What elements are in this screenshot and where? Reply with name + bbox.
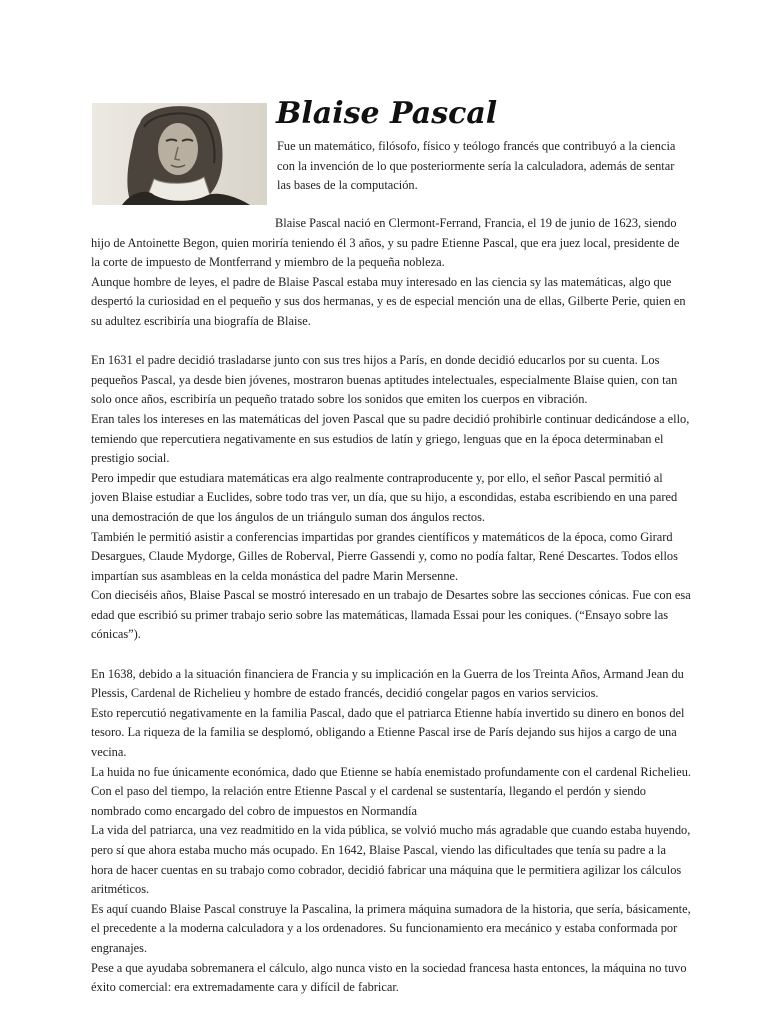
- body-paragraph: La huida no fue únicamente económica, dado que Etienne se había enemistado profundamente con el cardenal Richelieu.: [91, 764, 692, 779]
- paragraph-gap: [91, 332, 691, 352]
- body-paragraph: [91, 214, 691, 273]
- body-text: Blaise Pascal nació en Clermont-Ferrand, Francia, el 19 de junio de 1623, siendo hijo de Antoinette Begon, quien moriría teniendo él 3 años, y su padre Etienne Pascal, que era juez local, presidente de la corte de impuesto de Montferrand y miembro de la pequeña nobleza.: [91, 216, 680, 270]
- body-paragraph: Con el paso del tiempo, la relación entre Etienne Pascal y el cardenal se sustentaría, llegando el perdón y siendo nombrado como encargado del cobro de impuestos en Normandía: [91, 784, 646, 818]
- body-paragraph: En 1638, debido a la situación financiera de Francia y su implicación en la Guerra de los Treinta Años, Armand Jean du Plessis, Cardenal de Richelieu y hombre de estado francés, decidió congelar pagos en varios servicios.: [91, 666, 684, 701]
- body-paragraph: Pero impedir que estudiara matemáticas era algo realmente contraproducente y, por ello, el señor Pascal permitió al joven Blaise estudiar a Euclides, sobre todo tras ver, un día, que su hijo, a escondidas, estaba escribiendo en una pared una demostración de que los ángulos de un triángulo suman dos ángulos rectos.: [91, 470, 678, 524]
- body-paragraph: Es aquí cuando Blaise Pascal construye la Pascalina, la primera máquina sumadora de la historia, que sería, básicamente, el precedente a la moderna calculadora y a los ordenadores. Su funcionamiento era mecánico y estaba conformada por engranajes.: [91, 901, 691, 955]
- body-paragraph: En 1631 el padre decidió trasladarse junto con sus tres hijos a París, en donde decidió educarlos por su cuenta. Los pequeños Pascal, ya desde bien jóvenes, mostraron buenas aptitudes intelectuales, especialmente Blaise quien, con tan solo once años, escribiría un pequeño tratado sobre los sonidos que emiten los cuerpos en vibración.: [91, 353, 678, 407]
- body-paragraph: Esto repercutió negativamente en la familia Pascal, dado que el patriarca Etienne había invertido su dinero en bonos del tesoro. La riqueza de la familia se desplomó, obligando a Etienne Pascal irse de París dejando sus hijos a cargo de una vecina.: [91, 705, 685, 760]
- body-paragraph: Aunque hombre de leyes, el padre de Blaise Pascal estaba muy interesado en las ciencia sy las matemáticas, algo que despertó la curiosidad en el pequeño y sus dos hermanas, y es de especial mención una de ellas, Gilberte Perie, quien en su adultez escribiría una biografía de Blaise.: [91, 274, 686, 328]
- portrait-engraving: [92, 103, 267, 205]
- body-paragraph: También le permitió asistir a conferencias impartidas por grandes científicos y matemáticos de la época, como Girard Desargues, Claude Mydorge, Gilles de Roberval, Pierre Gassendi y, como no podía faltar, René Descartes. Todos ellos impartían sus asambleas en la celda monástica del padre Marin Mersenne.: [91, 529, 678, 583]
- biography-body: [91, 214, 691, 998]
- portrait-image: [92, 103, 267, 205]
- page-title: Blaise Pascal: [276, 96, 498, 131]
- body-paragraph: Eran tales los intereses en las matemáticas del joven Pascal que su padre decidió prohibirle continuar dedicándose a ello, temiendo que repercutiera negativamente en sus estudios de latín y griego, lenguas que en la época determinaban el prestigio social.: [91, 411, 690, 466]
- body-paragraph: Pese a que ayudaba sobremanera el cálculo, algo nunca visto en la sociedad francesa hasta entonces, la máquina no tuvo éxito comercial: era extremadamente cara y difícil de fabricar.: [91, 960, 687, 995]
- paragraph-gap: [91, 645, 691, 665]
- body-paragraph: La vida del patriarca, una vez readmitido en la vida pública, se volvió mucho más agradable que cuando estaba huyendo, pero sí que ahora estaba mucho más ocupado. En 1642, Blaise Pascal, viendo las dificultades que tenía su padre a la hora de hacer cuentas en su trabajo como cobrador, decidió fabricar una máquina que le permitiera agilizar los cálculos aritméticos.: [91, 823, 691, 897]
- body-paragraph: Con dieciséis años, Blaise Pascal se mostró interesado en un trabajo de Desartes sobre las secciones cónicas. Fue con esa edad que escribió su primer trabajo serio sobre las matemáticas, llamada Essai pour les coniques. (“Ensayo sobre las cónicas”).: [91, 588, 691, 642]
- intro-paragraph: Fue un matemático, filósofo, físico y teólogo francés que contribuyó a la ciencia con la invención de lo que posteriormente sería la calculadora, además de sentar las bases de la computación.: [277, 139, 676, 193]
